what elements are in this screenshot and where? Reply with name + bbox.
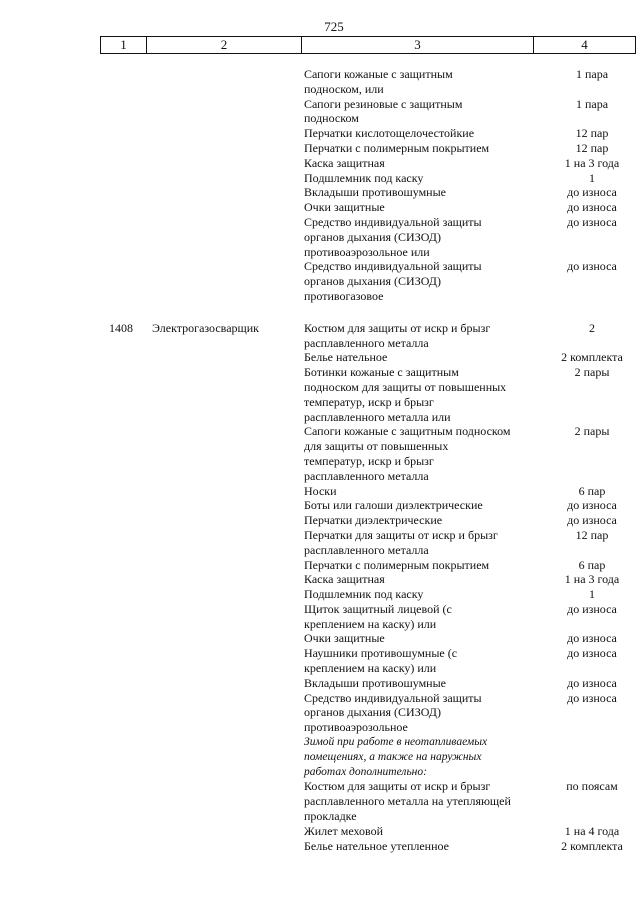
table-row xyxy=(0,185,640,200)
item-name xyxy=(304,171,544,186)
item-name xyxy=(304,676,544,691)
item-name-line: Очки защитные xyxy=(304,200,385,215)
table-row xyxy=(0,572,640,587)
item-quantity: 6 пар xyxy=(578,557,606,572)
item-name xyxy=(304,602,544,632)
table-row xyxy=(0,350,640,365)
item-name xyxy=(304,200,544,215)
table-row xyxy=(0,528,640,558)
profession-section xyxy=(0,67,640,304)
item-name-line: противоаэрозольное xyxy=(304,720,408,735)
item-quantity: 1 на 3 года xyxy=(564,155,620,170)
item-name xyxy=(304,321,544,351)
item-name xyxy=(304,185,544,200)
item-quantity: 2 пары xyxy=(574,424,610,439)
item-name-line: Белье нательное утепленное xyxy=(304,838,449,853)
item-quantity: 2 комплекта xyxy=(561,350,623,365)
item-name-line: Средство индивидуальной защиты xyxy=(304,690,482,705)
item-name-line: Жилет меховой xyxy=(304,823,384,838)
page-number: 725 xyxy=(324,19,344,34)
item-quantity: 12 пар xyxy=(575,140,609,155)
item-name-line: расплавленного металла или xyxy=(304,409,451,424)
item-name-line: органов дыхания (СИЗОД) xyxy=(304,274,441,289)
item-quantity: до износа xyxy=(567,214,617,229)
table-row xyxy=(0,631,640,646)
item-name-line: Сапоги кожаные с защитным подноском xyxy=(304,424,511,439)
item-name-line: Очки защитные xyxy=(304,631,385,646)
table-row xyxy=(0,646,640,676)
item-name xyxy=(304,365,544,424)
item-name-line: креплением на каску) или xyxy=(304,661,437,676)
table-row xyxy=(0,67,640,97)
item-name xyxy=(304,587,544,602)
table-row xyxy=(0,200,640,215)
item-name-line: температур, искр и брызг xyxy=(304,394,434,409)
item-quantity: до износа xyxy=(567,498,617,513)
header-col-1: 1 xyxy=(100,37,146,53)
item-name-line: прокладке xyxy=(304,809,357,824)
item-name-line: органов дыхания (СИЗОД) xyxy=(304,705,441,720)
item-name-line: расплавленного металла на утепляющей xyxy=(304,794,511,809)
item-name-line: подноском, или xyxy=(304,81,384,96)
item-quantity: до износа xyxy=(567,200,617,215)
table-row xyxy=(0,484,640,499)
item-quantity: до износа xyxy=(567,631,617,646)
table-row xyxy=(0,587,640,602)
table-row xyxy=(0,602,640,632)
table-row xyxy=(0,779,640,823)
item-name xyxy=(304,646,544,676)
item-name-line: креплением на каску) или xyxy=(304,616,437,631)
item-name xyxy=(304,572,544,587)
item-quantity: 2 комплекта xyxy=(561,838,623,853)
item-name-line: Перчатки с полимерным покрытием xyxy=(304,140,490,155)
header-col-3: 3 xyxy=(301,37,533,53)
table-row xyxy=(0,691,640,735)
winter-note-line: помещениях, а также на наружных xyxy=(304,750,482,763)
item-quantity: до износа xyxy=(567,690,617,705)
item-name-line: Костюм для защиты от искр и брызг xyxy=(304,779,491,794)
item-quantity: до износа xyxy=(567,259,617,274)
item-name xyxy=(304,484,544,499)
item-name xyxy=(304,839,544,854)
item-name-line: Вкладыши противошумные xyxy=(304,675,446,690)
item-name-line: температур, искр и брызг xyxy=(304,453,434,468)
item-name-line: Боты или галоши диэлектрические xyxy=(304,498,483,513)
item-name xyxy=(304,498,544,513)
table-row xyxy=(0,97,640,127)
item-name-line: Щиток защитный лицевой (с xyxy=(304,601,452,616)
table-row xyxy=(0,424,640,483)
item-name xyxy=(304,779,544,823)
table-row xyxy=(0,498,640,513)
item-name xyxy=(304,156,544,171)
item-name-line: Перчатки кислотощелочестойкие xyxy=(304,126,475,141)
item-name-line: Каска защитная xyxy=(304,572,385,587)
item-name xyxy=(304,528,544,558)
profession-code: 1408 xyxy=(109,320,133,335)
table-row xyxy=(0,676,640,691)
item-name xyxy=(304,631,544,646)
item-name xyxy=(304,691,544,735)
item-name-line: органов дыхания (СИЗОД) xyxy=(304,229,441,244)
item-name xyxy=(304,141,544,156)
table-row xyxy=(0,839,640,854)
item-quantity: 1 xyxy=(589,170,595,185)
item-quantity: до износа xyxy=(567,513,617,528)
item-name-line: Носки xyxy=(304,483,337,498)
item-name-line: Ботинки кожаные с защитным xyxy=(304,365,459,380)
item-quantity: до износа xyxy=(567,675,617,690)
item-name xyxy=(304,97,544,127)
item-name-line: расплавленного металла xyxy=(304,468,429,483)
item-name xyxy=(304,259,544,303)
winter-note-line: Зимой при работе в неотапливаемых xyxy=(304,736,488,749)
item-quantity: 1 xyxy=(589,587,595,602)
item-name-line: противоаэрозольное или xyxy=(304,244,430,259)
item-name-line: Перчатки для защиты от искр и брызг xyxy=(304,527,498,542)
item-name-line: Подшлемник под каску xyxy=(304,587,424,602)
item-quantity: до износа xyxy=(567,601,617,616)
table-body xyxy=(0,67,640,853)
table-row xyxy=(0,215,640,259)
winter-note-line: работах дополнительно: xyxy=(304,765,427,778)
item-name xyxy=(304,350,544,365)
item-name xyxy=(304,558,544,573)
item-name-line: Белье нательное xyxy=(304,350,388,365)
item-name-line: Вкладыши противошумные xyxy=(304,185,446,200)
item-quantity: 2 xyxy=(589,320,595,335)
item-name-line: Каска защитная xyxy=(304,155,385,170)
item-name-line: Перчатки с полимерным покрытием xyxy=(304,557,490,572)
profession-section xyxy=(0,321,640,854)
item-quantity: по поясам xyxy=(566,779,618,794)
table-row xyxy=(0,156,640,171)
table-header-row xyxy=(100,36,636,54)
item-quantity: до износа xyxy=(567,646,617,661)
item-quantity: 12 пар xyxy=(575,126,609,141)
header-col-4: 4 xyxy=(533,37,636,53)
item-name-line: расплавленного металла xyxy=(304,542,429,557)
table-row xyxy=(0,171,640,186)
item-quantity: 12 пар xyxy=(575,527,609,542)
item-name-line: Костюм для защиты от искр и брызг xyxy=(304,320,491,335)
item-name-line: Сапоги кожаные с защитным xyxy=(304,67,453,81)
item-quantity: 6 пар xyxy=(578,483,606,498)
item-name-line: Средство индивидуальной защиты xyxy=(304,214,482,229)
table-row xyxy=(0,141,640,156)
item-quantity: 1 на 3 года xyxy=(564,572,620,587)
table-row xyxy=(0,365,640,424)
item-quantity: 2 пары xyxy=(574,365,610,380)
profession-name: Электрогазосварщик xyxy=(152,320,260,335)
item-name xyxy=(304,824,544,839)
table-row xyxy=(0,126,640,141)
item-quantity: 1 на 4 года xyxy=(564,823,620,838)
item-name-line: Сапоги резиновые с защитным xyxy=(304,96,463,111)
item-name-line: подноском для защиты от повышенных xyxy=(304,379,507,394)
table-row xyxy=(0,824,640,839)
item-name-line: для защиты от повышенных xyxy=(304,439,449,454)
winter-note xyxy=(304,735,544,779)
table-row xyxy=(0,558,640,573)
item-name xyxy=(304,67,544,97)
item-name-line: противогазовое xyxy=(304,288,384,303)
table-row xyxy=(0,321,640,351)
item-name-line: Средство индивидуальной защиты xyxy=(304,259,482,274)
item-name xyxy=(304,126,544,141)
table-row xyxy=(0,513,640,528)
item-quantity: до износа xyxy=(567,185,617,200)
item-name-line: подноском xyxy=(304,111,359,126)
item-name-line: Наушники противошумные (с xyxy=(304,646,458,661)
item-name-line: Подшлемник под каску xyxy=(304,170,424,185)
table-row xyxy=(0,259,640,303)
item-quantity: 1 пара xyxy=(575,96,609,111)
item-quantity: 1 пара xyxy=(575,67,609,81)
item-name xyxy=(304,215,544,259)
item-name-line: расплавленного металла xyxy=(304,335,429,350)
item-name-line: Перчатки диэлектрические xyxy=(304,513,443,528)
item-name xyxy=(304,513,544,528)
item-name xyxy=(304,424,544,483)
header-col-2: 2 xyxy=(146,37,301,53)
